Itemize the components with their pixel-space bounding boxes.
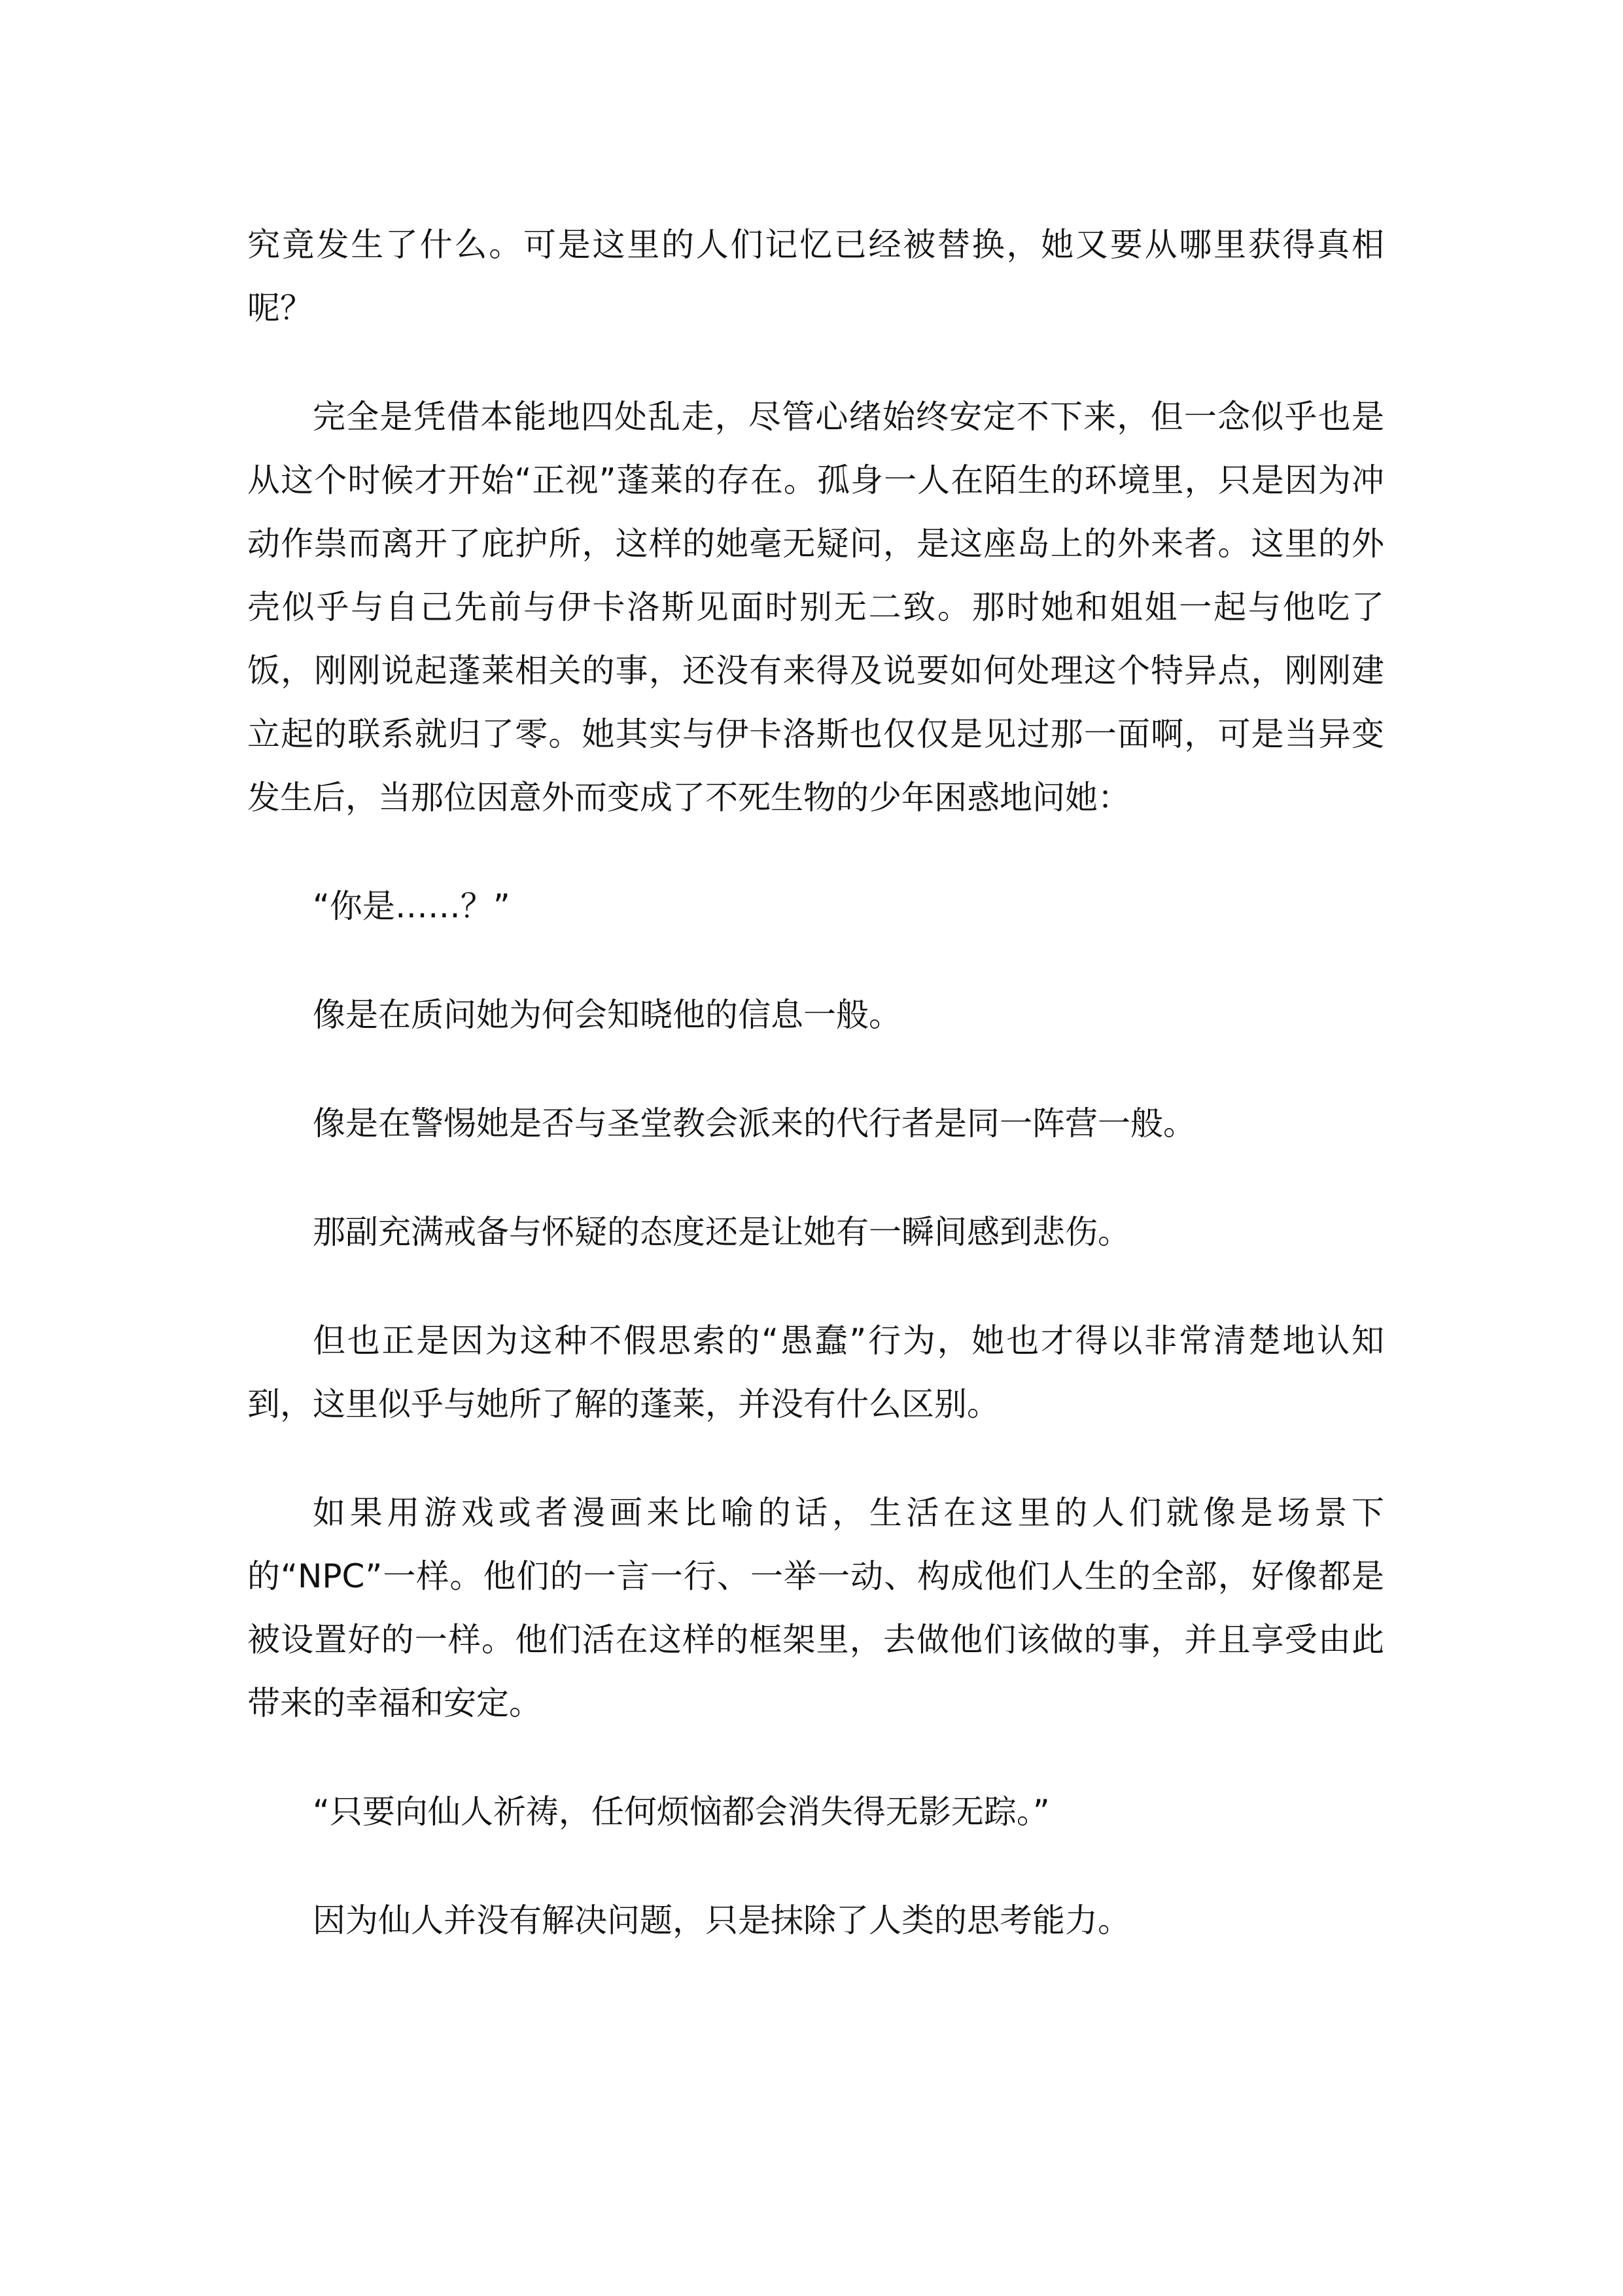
paragraph-4: 像是在质问她为何会知晓他的信息一般。 [313, 996, 901, 1034]
paragraph-6: 那副充满戒备与怀疑的态度还是让她有一瞬间感到悲伤。 [313, 1213, 1130, 1251]
paragraph-5: 像是在警惕她是否与圣堂教会派来的代行者是同一阵营一般。 [313, 1104, 1196, 1142]
document-page [247, 213, 1384, 1998]
paragraph-8: 如果用游戏或者漫画来比喻的话，生活在这里的人们就像是场景下的“NPC”一样。他们的一言一行、一举一动、构成他们人生的全部，好像都是被设置好的一样。他们活在这样的框架里，去做他们该做的事，并且享受由此带来的幸福和安定。 [247, 1494, 1384, 1722]
paragraph-2: 完全是凭借本能地四处乱走，尽管心绪始终安定不下来，但一念似乎也是从这个时候才开始“正视”蓬莱的存在。孤身一人在陌生的环境里，只是因为冲动作祟而离开了庇护所，这样的她毫无疑问，是这座岛上的外来者。这里的外壳似乎与自己先前与伊卡洛斯见面时别无二致。那时她和姐姐一起与他吃了饭，刚刚说起蓬莱相关的事，还没有来得及说要如何处理这个特异点，刚刚建立起的联系就归了零。她其实与伊卡洛斯也仅仅是见过那一面啊，可是当异变发生后，当那位因意外而变成了不死生物的少年困惑地问她： [247, 398, 1384, 817]
paragraph-3: “你是……？” [313, 887, 510, 925]
paragraph-7: 但也正是因为这种不假思索的“愚蠢”行为，她也才得以非常清楚地认知到，这里似乎与她所了解的蓬莱，并没有什么区别。 [247, 1322, 1384, 1423]
paragraph-9: “只要向仙人祈祷，任何烦恼都会消失得无影无踪。” [313, 1793, 1050, 1831]
paragraph-10: 因为仙人并没有解决问题，只是抹除了人类的思考能力。 [313, 1901, 1130, 1939]
paragraph-1: 究竟发生了什么。可是这里的人们记忆已经被替换，她又要从哪里获得真相呢？ [247, 226, 1384, 327]
